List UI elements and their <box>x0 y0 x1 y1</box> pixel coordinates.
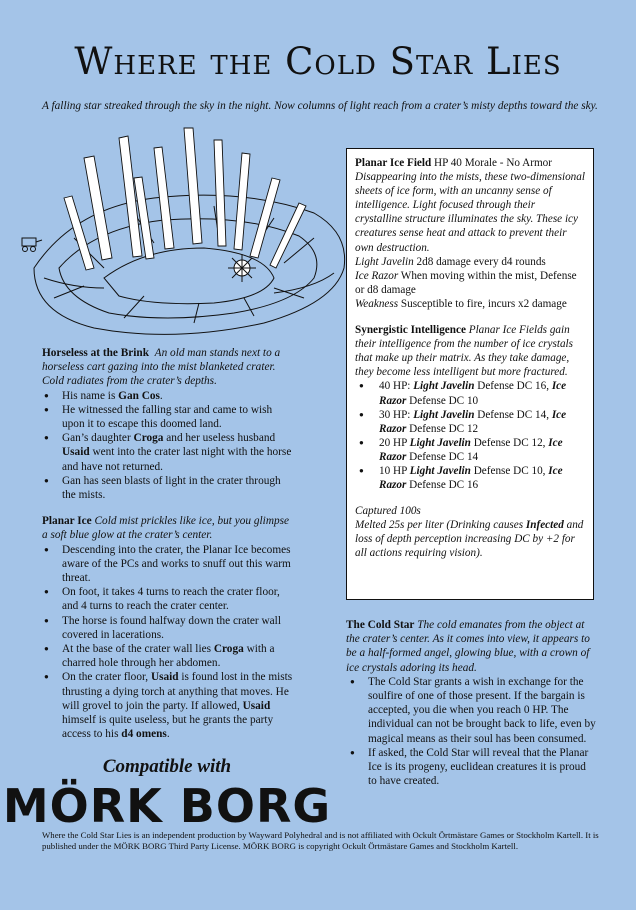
synergy-heading: Synergistic Intelligence <box>355 324 466 337</box>
planar-heading: Planar Ice <box>42 515 92 528</box>
list-item: ● On foot, it takes 4 turns to reach the crater floor, and 4 turns to reach the crater center. <box>62 585 294 613</box>
planar-section <box>42 514 294 741</box>
captured-label: Captured 100s <box>355 505 421 518</box>
synergy-list <box>355 379 585 492</box>
intro-text: A falling star streaked through the sky in the night. Now columns of light reach from a crater’s misty depths toward the sky. <box>42 100 598 112</box>
list-item: ● Descending into the crater, the Planar Ice becomes aware of the PCs and works to snuff out this warm threat. <box>62 543 294 586</box>
list-item: ● Gan has seen blasts of light in the crater through the mists. <box>62 474 294 502</box>
crater-illustration <box>14 118 354 346</box>
horseless-desc: An old man stands next to a horseless cart gazing into the mist blanketed crater. Cold radiates from the crater’s depths. <box>42 347 281 388</box>
list-item: ● If asked, the Cold Star will reveal that the Planar Ice is its progeny, euclidean creatures it is proud to have created. <box>368 746 596 789</box>
mork-borg-logo <box>2 748 332 836</box>
planar-list <box>42 543 294 742</box>
horseless-list <box>42 389 294 503</box>
logo-top-text: Compatible with <box>102 756 232 777</box>
cold-star-list <box>346 675 596 789</box>
list-item: ● 30 HP: Light Javelin Defense DC 14, Ice Razor Defense DC 12 <box>379 408 585 436</box>
list-item: ● The horse is found halfway down the crater wall covered in lacerations. <box>62 614 294 642</box>
list-item: ● 20 HP Light Javelin Defense DC 12, Ice Razor Defense DC 14 <box>379 436 585 464</box>
list-item: ● 10 HP Light Javelin Defense DC 10, Ice Razor Defense DC 16 <box>379 464 585 492</box>
cold-star-heading: The Cold Star <box>346 619 415 631</box>
list-item: ● His name is Gan Cos. <box>62 389 294 403</box>
footer-legal: Where the Cold Star Lies is an independent production by Wayward Polyhedral and is not affiliated with Ockult Örtmästare Games or Stockholm Kartell. It is published under the MÖRK BORG Third Party License. MÖRK BORG is copyright Ockult Örtmästare Games and Stockholm Kartell. <box>42 830 599 851</box>
page-title: Where the Cold Star Lies <box>74 40 562 83</box>
list-item: ● On the crater floor, Usaid is found lost in the mists thrusting a dying torch at anything that moves. He will grovel to join the party. If allowed, Usaid himself is quite useless, but he grants the party access to his d4 omens. <box>62 670 294 741</box>
creature-name: Planar Ice Field <box>355 157 432 169</box>
list-item: ● At the base of the crater wall lies Croga with a charred hole through her abdomen. <box>62 642 294 670</box>
horseless-heading: Horseless at the Brink <box>42 347 150 359</box>
logo-main-text: MÖRK BORG <box>2 779 332 833</box>
list-item: ● Gan’s daughter Croga and her useless husband Usaid went into the crater last night with the horse and have not returned. <box>62 431 294 474</box>
cold-star-section: The Cold Star The cold emanates from the object at the crater’s center. As it comes into view, it appears to be a half-formed angel, glowing blue, with a crown of ice crystals adoring its head. ● The Cold Star grants a wish in exchange for the soulfire of one of those present. If the bargain is accepted, you die when you reach 0 HP. The individual can not be brought back to life, even by magical means as their soul has been consumed. ● If asked, the Cold Star will reveal that the Planar Ice is its progeny, euclidean creatures it is proud to have created. <box>346 618 596 788</box>
list-item: ● The Cold Star grants a wish in exchange for the soulfire of one of those present. If the bargain is accepted, you die when you reach 0 HP. The individual can not be brought back to life, even by magical means as their soul has been consumed. <box>368 675 596 746</box>
left-column <box>42 346 294 753</box>
horseless-section <box>42 346 294 502</box>
list-item: ● 40 HP: Light Javelin Defense DC 16, Ice Razor Defense DC 10 <box>379 379 585 407</box>
planar-ice-field-statblock: Planar Ice Field HP 40 Morale - No Armor Disappearing into the mists, these two-dimensional sheets of ice form, with an uncanny sense of intelligence. Light focused through their crystalline structure illuminates the sky. These icy creatures sense heat and attack to prevent their own destruction. Light Javelin 2d8 damage every d4 rounds Ice Razor When moving within the mist, Defense or d8 damage Weakness Susceptible to fire, incurs x2 damage Synergistic Intelligence Planar Ice Fields gain their intelligence from the number of ice crystals that make up their matrix. As they take damage, they become less intelligent but more fractured. ● 40 HP: Light Javelin Defense DC 16, Ice Razor Defense DC 10 ● 30 HP: Light Javelin Defense DC 14, Ice Razor Defense DC 12 ● 20 HP Light Javelin Defense DC 12, Ice Razor Defense DC 14 ● 10 HP Light Javelin Defense DC 10, Ice Razor Defense DC 16 Captured 100s Melted 25s per liter (Drinking causes Infected and loss of depth perception increasing DC by +2 for all actions requiring vision). <box>346 148 594 600</box>
list-item: ● He witnessed the falling star and came to wish upon it to escape this doomed land. <box>62 403 294 431</box>
planar-desc: Cold mist prickles like ice, but you glimpse a soft blue glow at the crater’s center. <box>42 515 290 542</box>
creature-desc: Disappearing into the mists, these two-dimensional sheets of ice form, with an uncanny sense of intelligence. Light focused through their crystalline structure illuminates the sky. These icy creatures sense heat and attack to prevent their own destruction. <box>355 171 585 254</box>
